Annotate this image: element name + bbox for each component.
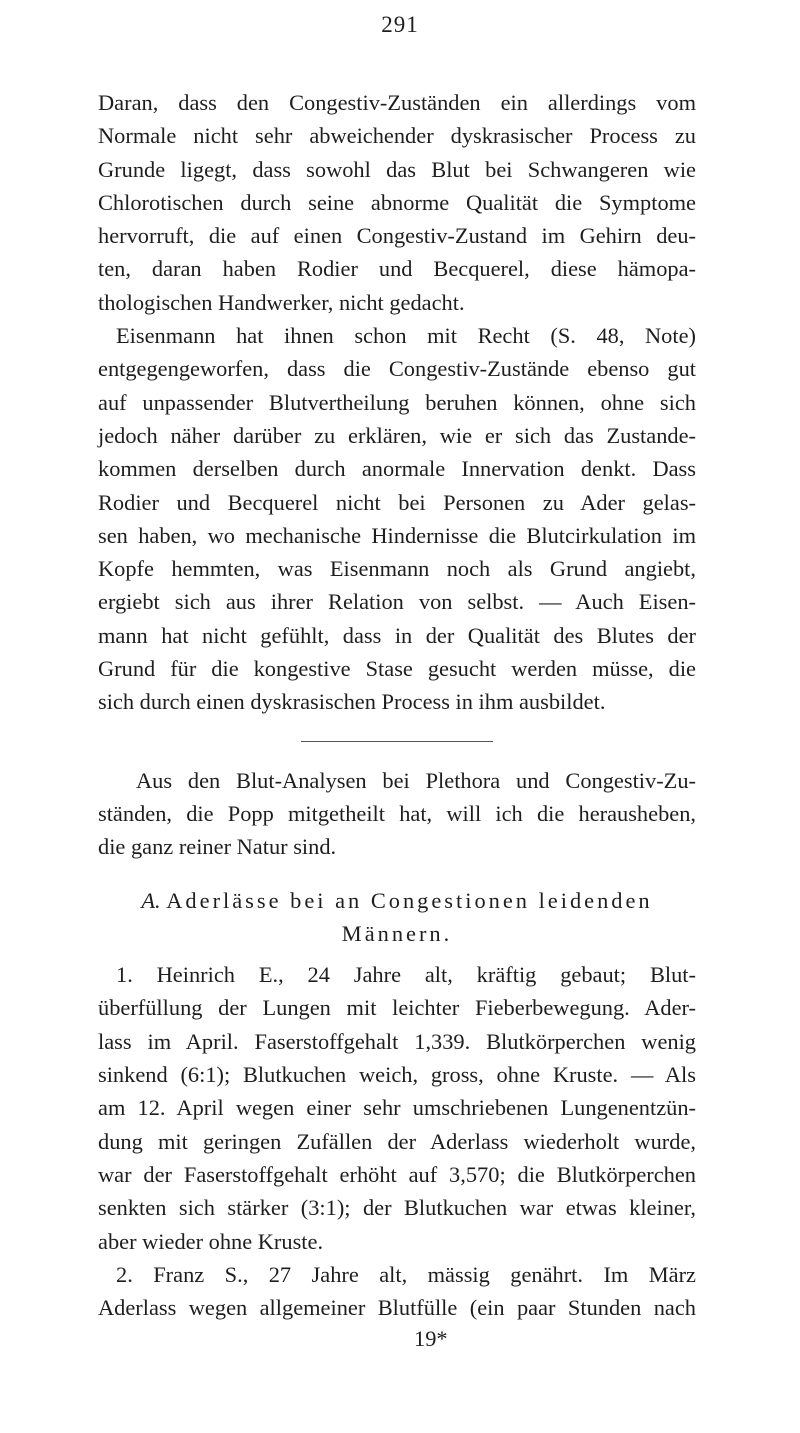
text-line: überfüllung der Lungen mit leichter Fieberbewegung. Ader- [98,995,696,1021]
text-line: hervorruft, die auf einen Congestiv-Zustand im Gehirn deu- [98,223,696,249]
text-line: 1. Heinrich E., 24 Jahre alt, kräftig gebaut; Blut- [116,962,696,988]
text-line: Normale nicht sehr abweichender dyskrasischer Process zu [98,123,696,149]
text-line: ständen, die Popp mitgetheilt hat, will ich die herausheben, [98,800,696,826]
text-line: jedoch näher darüber zu erklären, wie er sich das Zustande- [98,422,696,448]
text-line: Aderlass wegen allgemeiner Blutfülle (ein paar Stunden nach [98,1295,696,1321]
text-line: die ganz reiner Natur sind. [98,834,337,860]
text-line: ergiebt sich aus ihrer Relation von selbst. — Auch Eisen- [98,589,696,615]
text-line: Chlorotischen durch seine abnorme Qualität die Symptome [98,189,696,215]
text-line: Rodier und Becquerel nicht bei Personen zu Ader gelas- [98,489,696,515]
paragraph-3 [98,764,696,864]
paragraph-2 [98,319,696,719]
section-heading-line [98,884,696,917]
text-line: Grund für die kongestive Stase gesucht werden müsse, die [98,656,696,682]
case-1 [98,958,696,1258]
text-line: am 12. April wegen einer sehr umschriebenen Lungenentzün- [98,1095,696,1121]
text-line: thologischen Handwerker, nicht gedacht. [98,289,465,315]
signature-mark: 19* [414,1326,448,1352]
text-line: auf unpassender Blutvertheilung beruhen können, ohne sich [98,389,696,415]
text-line: dung mit geringen Zufällen der Aderlass wiederholt wurde, [98,1128,696,1154]
text-line: Eisenmann hat ihnen schon mit Recht (S. 48, Note) [116,323,696,349]
text-line: Daran, dass den Congestiv-Zuständen ein allerdings vom [98,90,696,115]
text-line: ten, daran haben Rodier und Becquerel, diese hämopa- [98,256,696,282]
section-letter: A. [141,887,161,913]
text-line: kommen derselben durch anormale Innervation denkt. Dass [98,456,696,482]
spacer [98,864,696,884]
text-line: sich durch einen dyskrasischen Process in ihm ausbildet. [98,689,606,715]
text-line: sen haben, wo mechanische Hindernisse die Blutcirkulation im [98,522,696,548]
paragraph-1 [98,86,696,319]
text-line: lass im April. Faserstoffgehalt 1,339. Blutkörperchen wenig [98,1028,696,1054]
text-line: Grunde ligegt, dass sowohl das Blut bei Schwangeren wie [98,156,696,182]
text-line: mann hat nicht gefühlt, dass in der Qualität des Blutes der [98,622,696,648]
text-line: 2. Franz S., 27 Jahre alt, mässig genährt. Im März [116,1261,696,1287]
text-line: senkten sich stärker (3:1); der Blutkuchen war etwas kleiner, [98,1195,696,1221]
text-line: Aus den Blut-Analysen bei Plethora und Congestiv-Zu- [136,767,696,793]
text-line: Kopfe hemmten, was Eisenmann noch als Grund angiebt, [98,556,696,582]
text-line: sinkend (6:1); Blutkuchen weich, gross, ohne Kruste. — Als [98,1062,696,1088]
text-line: war der Faserstoffgehalt erhöht auf 3,570; die Blutkörperchen [98,1161,696,1187]
section-heading [98,884,696,951]
text-line: entgegengeworfen, dass die Congestiv-Zustände ebenso gut [98,356,696,382]
text-column [98,86,696,1354]
spacer [98,950,696,958]
section-heading-line-2: Männern. [341,920,453,946]
page-number: 291 [381,12,419,37]
section-heading-text: Aderlässe bei an Congestionen leidenden [166,887,653,913]
case-2 [98,1258,696,1325]
text-line: aber wieder ohne Kruste. [98,1228,324,1254]
section-divider [301,741,493,742]
